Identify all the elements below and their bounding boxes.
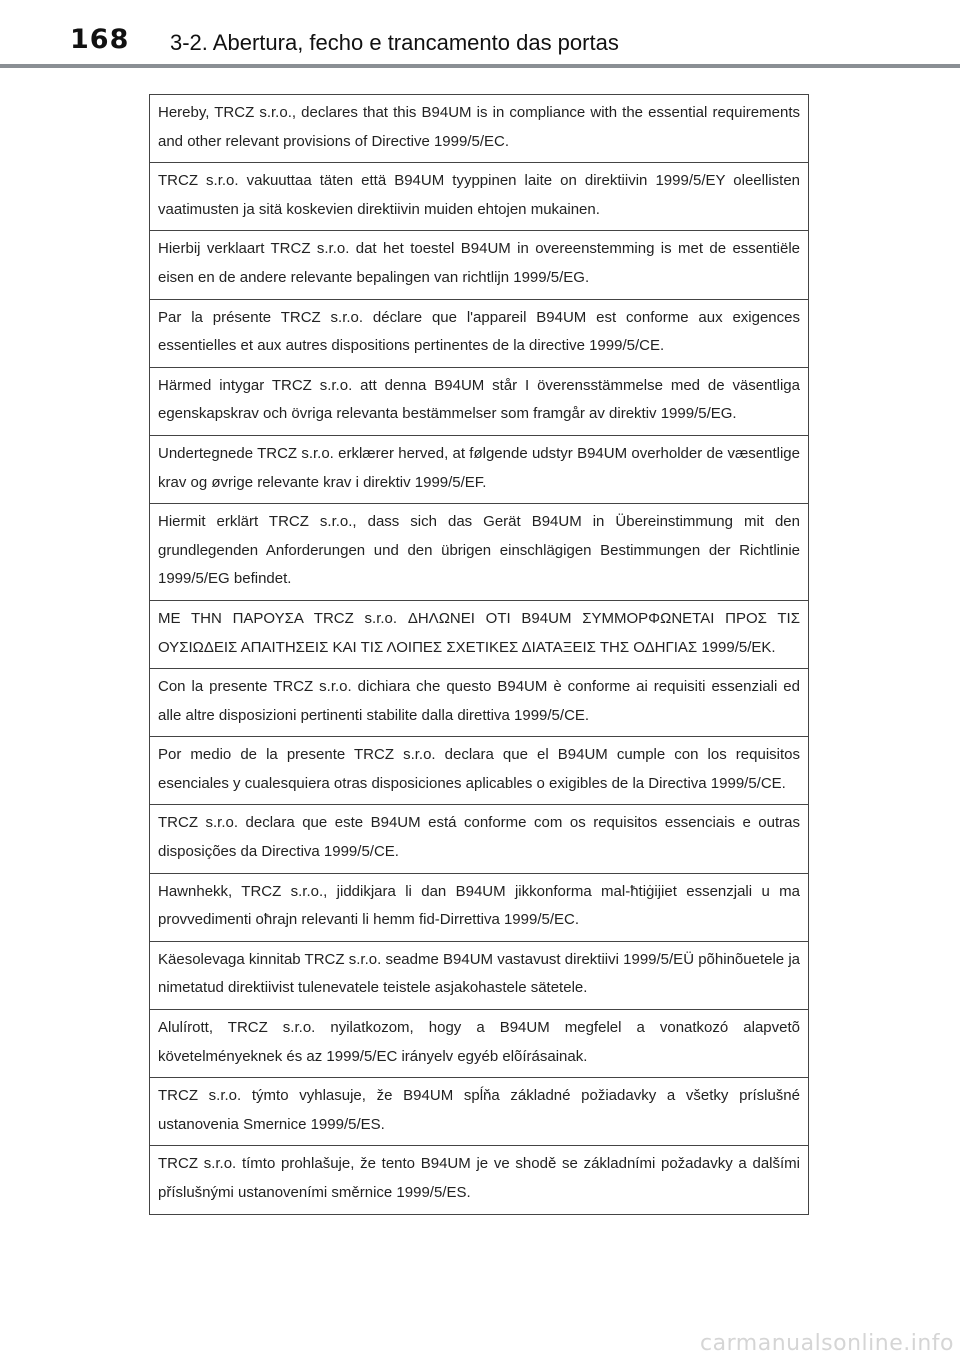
declaration-en: Hereby, TRCZ s.r.o., declares that this B94UM is in compliance with the essential requirements and other relevant provisions of Directive 1999/5/EC. [150,95,809,163]
declaration-row [150,367,809,435]
header-divider [0,64,960,68]
declaration-row [150,435,809,503]
declaration-row [150,737,809,805]
declaration-et: Käesolevaga kinnitab TRCZ s.r.o. seadme B94UM vastavust direktiivi 1999/5/EÜ põhinõuetele ja nimetatud direktiivist tulenevatele teistele asjakohastele sätetele. [150,941,809,1009]
declaration-pt: TRCZ s.r.o. declara que este B94UM está conforme com os requisitos essenciais e outras disposições da Directiva 1999/5/CE. [150,805,809,873]
declaration-row [150,95,809,163]
declaration-row [150,941,809,1009]
declaration-el: ΜΕ ΤΗΝ ΠΑΡΟΥΣΑ TRCZ s.r.o. ΔΗΛΩΝΕΙ ΟΤΙ B94UM ΣΥΜΜΟΡΦΩΝΕΤΑΙ ΠΡΟΣ ΤΙΣ ΟΥΣΙΩΔΕΙΣ ΑΠΑΙΤΗΣΕΙΣ ΚΑΙ ΤΙΣ ΛΟΙΠΕΣ ΣΧΕΤΙΚΕΣ ΔΙΑΤΑΞΕΙΣ ΤΗΣ ΟΔΗΓΙΑΣ 1999/5/ΕΚ. [150,600,809,668]
declaration-row [150,805,809,873]
declaration-fr: Par la présente TRCZ s.r.o. déclare que l'appareil B94UM est conforme aux exigences essentielles et aux autres dispositions pertinentes de la directive 1999/5/CE. [150,299,809,367]
declaration-mt: Hawnhekk, TRCZ s.r.o., jiddikjara li dan B94UM jikkonforma mal-ħtiġijiet essenzjali u ma provvedimenti oħrajn relevanti li hemm fid-Dirrettiva 1999/5/EC. [150,873,809,941]
declaration-de: Hiermit erklärt TRCZ s.r.o., dass sich das Gerät B94UM in Übereinstimmung mit den grundlegenden Anforderungen und den übrigen einschlägigen Bestimmungen der Richtlinie 1999/5/EG befindet. [150,504,809,601]
declaration-table [149,94,809,1215]
declaration-da: Undertegnede TRCZ s.r.o. erklærer herved, at følgende udstyr B94UM overholder de væsentlige krav og øvrige relevante krav i direktiv 1999/5/EF. [150,435,809,503]
declaration-row [150,231,809,299]
declaration-it: Con la presente TRCZ s.r.o. dichiara che questo B94UM è conforme ai requisiti essenziali ed alle altre disposizioni pertinenti stabilite dalla direttiva 1999/5/CE. [150,669,809,737]
declaration-sk: TRCZ s.r.o. týmto vyhlasuje, že B94UM spĺňa základné požiadavky a všetky príslušné ustanovenia Smernice 1999/5/ES. [150,1078,809,1146]
declaration-sv: Härmed intygar TRCZ s.r.o. att denna B94UM står I överensstämmelse med de väsentliga egenskapskrav och övriga relevanta bestämmelser som framgår av direktiv 1999/5/EG. [150,367,809,435]
declaration-row [150,504,809,601]
declaration-row [150,1146,809,1214]
section-title: 3-2. Abertura, fecho e trancamento das portas [170,30,619,55]
declaration-row [150,299,809,367]
declaration-row [150,163,809,231]
declaration-row [150,669,809,737]
declaration-row [150,1010,809,1078]
declaration-cs: TRCZ s.r.o. tímto prohlašuje, že tento B94UM je ve shodě se základními požadavky a dalšími příslušnými ustanoveními směrnice 1999/5/ES. [150,1146,809,1214]
watermark: carmanualsonline.info [700,1331,954,1356]
declaration-row [150,600,809,668]
page-number: 168 [70,24,130,55]
declaration-row [150,873,809,941]
declaration-hu: Alulírott, TRCZ s.r.o. nyilatkozom, hogy a B94UM megfelel a vonatkozó alapvetõ követelményeknek és az 1999/5/EC irányelv egyéb elõírásainak. [150,1010,809,1078]
page-header [0,0,960,68]
declaration-nl: Hierbij verklaart TRCZ s.r.o. dat het toestel B94UM in overeenstemming is met de essentiële eisen en de andere relevante bepalingen van richtlijn 1999/5/EG. [150,231,809,299]
declaration-es: Por medio de la presente TRCZ s.r.o. declara que el B94UM cumple con los requisitos esenciales y cualesquiera otras disposiciones aplicables o exigibles de la Directiva 1999/5/CE. [150,737,809,805]
declaration-row [150,1078,809,1146]
declaration-fi: TRCZ s.r.o. vakuuttaa täten että B94UM tyyppinen laite on direktiivin 1999/5/EY oleellisten vaatimusten ja sitä koskevien direktiivin muiden ehtojen mukainen. [150,163,809,231]
